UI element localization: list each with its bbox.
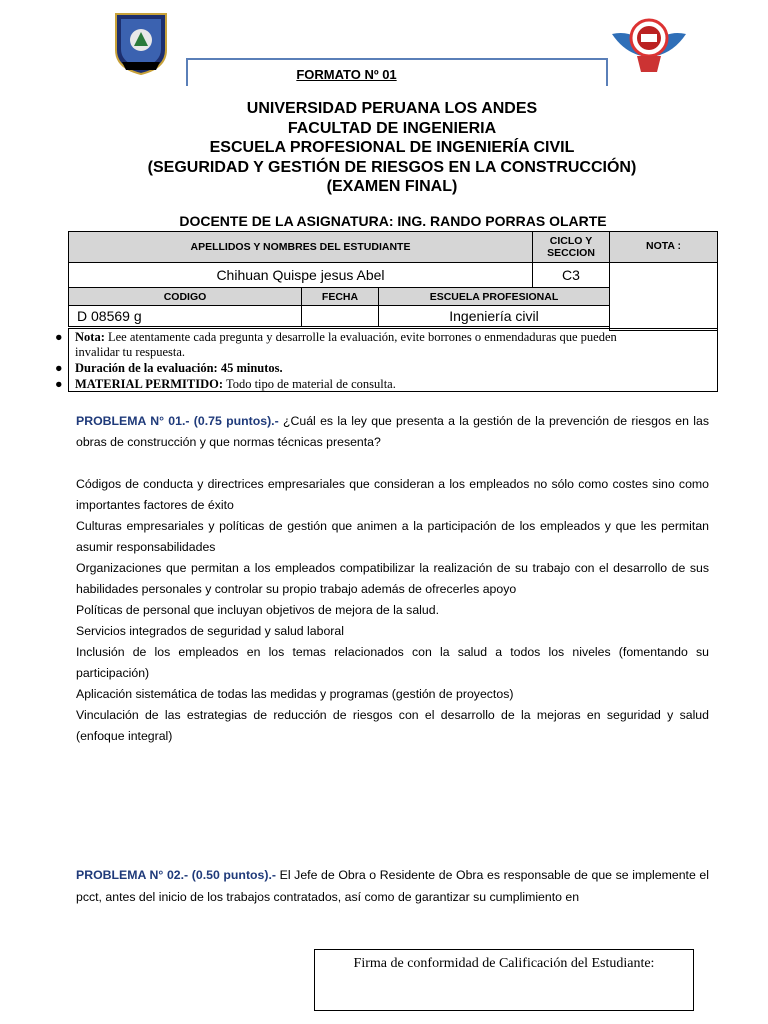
instructor-line: DOCENTE DE LA ASIGNATURA: ING. RANDO PORRAS OLARTE — [179, 213, 607, 229]
form-number: FORMATO Nº 01 — [296, 67, 397, 82]
exam-date — [301, 305, 379, 327]
document-titles — [0, 99, 768, 197]
title-exam: (EXAMEN FINAL) — [326, 178, 458, 195]
title-school: ESCUELA PROFESIONAL DE INGENIERÍA CIVIL — [209, 139, 575, 156]
student-name: Chihuan Quispe jesus Abel — [68, 262, 533, 288]
student-ciclo: C3 — [532, 262, 610, 288]
answer-line: Inclusión de los empleados en los temas relacionados con la salud a todos los niveles (fomentando su participación) — [76, 645, 709, 680]
header-codigo: CODIGO — [68, 287, 302, 306]
signature-label: Firma de conformidad de Calificación del Estudiante: — [353, 956, 655, 971]
student-info-table — [68, 231, 718, 331]
problem-1-question: PROBLEMA N° 01.- (0.75 puntos).- ¿Cuál es la ley que presenta a la gestión de la prevención de riesgos en las obras de construcción y que normas técnicas presenta? — [76, 414, 709, 449]
problem-1-answer — [76, 474, 709, 747]
header-fecha: FECHA — [301, 287, 379, 306]
student-code: D 08569 g — [68, 305, 302, 327]
answer-line: Vinculación de las estrategias de reducción de riesgos con el desarrollo de la mejoras en seguridad y salud (enfoque integral) — [76, 708, 709, 743]
signature-box — [314, 949, 694, 1011]
grade-box — [609, 262, 718, 331]
note-item: ● Nota: Lee atentamente cada pregunta y desarrolle la evaluación, evite borrones o enmendaduras que pueden — [55, 330, 617, 344]
header-ciclo: CICLO Y SECCION — [532, 231, 610, 263]
problem-2-question: PROBLEMA N° 02.- (0.50 puntos).- El Jefe de Obra o Residente de Obra es responsable de que se implemente el pcct, antes del inicio de los trabajos contratados, así como de garantizar su cumplimiento en — [76, 868, 709, 904]
header-apellidos: APELLIDOS Y NOMBRES DEL ESTUDIANTE — [68, 231, 533, 263]
material-item: ● MATERIAL PERMITIDO: Todo tipo de material de consulta. — [55, 377, 396, 391]
answer-line: Códigos de conducta y directrices empresariales que consideran a los empleados no sólo como costes sino como importantes factores de éxito — [76, 477, 709, 512]
header-escuela: ESCUELA PROFESIONAL — [378, 287, 610, 306]
student-school: Ingeniería civil — [378, 305, 610, 327]
title-course: (SEGURIDAD Y GESTIÓN DE RIESGOS EN LA CONSTRUCCIÓN) — [147, 158, 637, 176]
answer-line: Servicios integrados de seguridad y salud laboral — [76, 624, 344, 638]
duration-item: ● Duración de la evaluación: 45 minutos. — [55, 361, 283, 375]
answer-line: Políticas de personal que incluyan objetivos de mejora de la salud. — [76, 603, 439, 617]
exam-notes — [55, 328, 718, 392]
answer-line: Culturas empresariales y políticas de gestión que animen a la participación de los empleados y que les permitan asumir responsabilidades — [76, 519, 709, 554]
header-nota: NOTA : — [609, 231, 718, 263]
note-item-continued: invalidar tu respuesta. — [75, 345, 186, 359]
title-university: UNIVERSIDAD PERUANA LOS ANDES — [246, 100, 538, 117]
answer-line: Aplicación sistemática de todas las medidas y programas (gestión de proyectos) — [76, 687, 514, 701]
answer-line: Organizaciones que permitan a los empleados compatibilizar la realización de su trabajo con el desarrollo de sus habilidades personales y controlar su propio trabajo además de ofrecerles apoyo — [76, 561, 709, 596]
title-faculty: FACULTAD DE INGENIERIA — [287, 119, 497, 137]
